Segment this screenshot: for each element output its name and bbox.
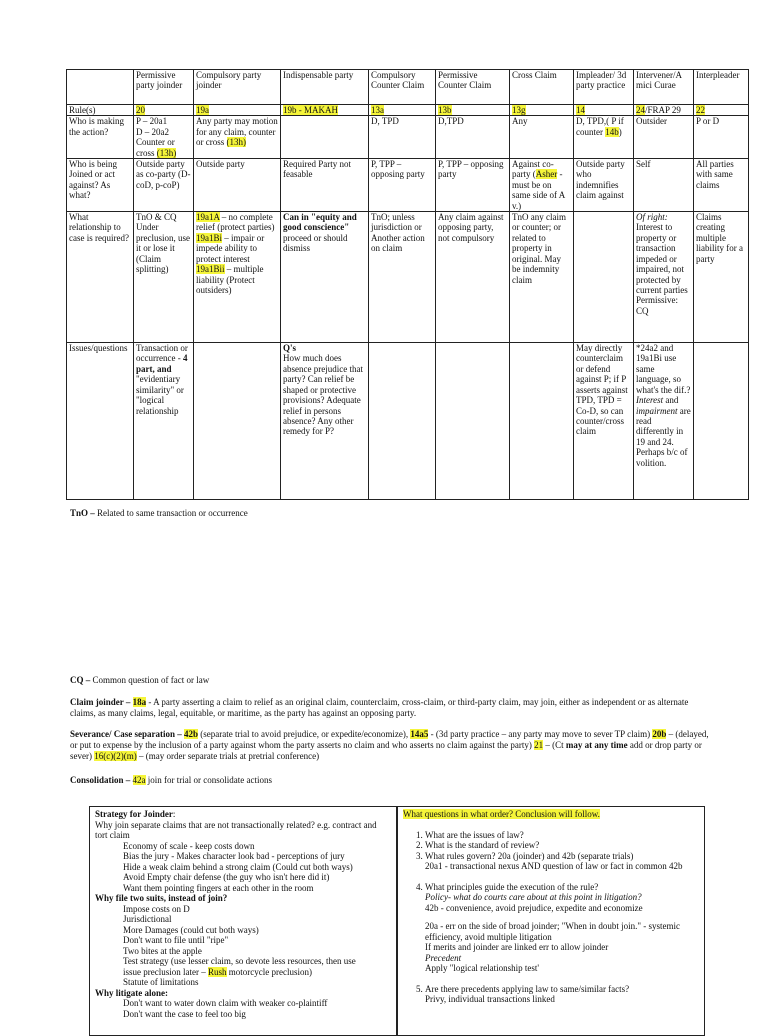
header-cell bbox=[67, 70, 134, 105]
questions-list-final bbox=[403, 984, 699, 1005]
table-cell: 24/FRAP 29 bbox=[634, 105, 694, 116]
table-cell: P, TPP – opposing party bbox=[436, 159, 510, 212]
list-item: More Damages (could cut both ways) bbox=[123, 924, 259, 935]
table-cell: 19a bbox=[194, 105, 281, 116]
list-item: 3. What rules govern? 20a (joinder) and 42b (separate trials) 20a1 - transactional nexus AND question of law or fact in common 42b bbox=[425, 851, 699, 872]
list-item: Want them pointing fingers at each other in the room bbox=[123, 882, 314, 893]
list-item: 5. Are there precedents applying law to same/similar facts? Privy, individual transactions linked bbox=[425, 984, 699, 1005]
table-cell: Q's How much does absence prejudice that party? Can relief be shaped or protective provisions? Adequate relief in persons absence? Any other remedy for P? bbox=[281, 343, 369, 500]
table-cell: Against co-party (Asher - must be on same side of A v.) bbox=[510, 159, 574, 212]
list-item: Economy of scale - keep costs down bbox=[123, 840, 255, 851]
table-cell: Of right: Interest to property or transaction impeded or impaired, not protected by current parties Permissive: CQ bbox=[634, 212, 694, 343]
strategy-box bbox=[89, 806, 397, 1036]
table-cell: P or D bbox=[694, 116, 749, 159]
table-cell: D,TPD bbox=[436, 116, 510, 159]
table-header-row bbox=[67, 70, 749, 105]
header-cell: Permissive Counter Claim bbox=[436, 70, 510, 105]
table-cell: May directly counterclaim or defend against P; if P asserts against TPD, TPD = Co-D, so can counter/cross claim bbox=[574, 343, 634, 500]
table-cell: TnO & CQ Under preclusion, use it or lose it (Claim splitting) bbox=[134, 212, 194, 343]
header-cell: Cross Claim bbox=[510, 70, 574, 105]
cq-definition: CQ – Common question of fact or law bbox=[70, 675, 210, 685]
table-cell: 20 bbox=[134, 105, 194, 116]
row-label: Who is being Joined or act against? As what? bbox=[67, 159, 134, 212]
why-two-suits-heading: Why file two suits, instead of join? bbox=[95, 893, 228, 903]
joinder-comparison-table bbox=[66, 69, 749, 500]
table-cell: Any party may motion for any claim, counter or cross (13h) bbox=[194, 116, 281, 159]
table-cell: 22 bbox=[694, 105, 749, 116]
why-join-question: Why join separate claims that are not transactionally related? e.g. contract and tort claim bbox=[95, 819, 377, 840]
list-item: 1. What are the issues of law? bbox=[425, 830, 699, 841]
table-cell bbox=[436, 343, 510, 500]
table-cell: Can in "equity and good conscience" proceed or should dismiss bbox=[281, 212, 369, 343]
list-item: issue preclusion later – Rush motorcycle preclusion) bbox=[123, 966, 312, 977]
list-item: Don't want to file until "ripe" bbox=[123, 935, 229, 945]
table-cell: Outside party bbox=[194, 159, 281, 212]
table-cell: All parties with same claims bbox=[694, 159, 749, 212]
table-cell bbox=[510, 343, 574, 500]
table-cell: *24a2 and 19a1Bi use same language, so what's the dif.? Interest and impairment are read differently in 19 and 24. Perhaps b/c of volition. bbox=[634, 343, 694, 500]
table-cell: Transaction or occurrence - 4 part, and "evidentiary similarity" or "logical relationship bbox=[134, 343, 194, 500]
list-item: Avoid Empty chair defense (the guy who isn't here did it) bbox=[123, 872, 330, 882]
row-label: Issues/questions bbox=[67, 343, 134, 500]
claim-joinder-paragraph: Claim joinder – 18a - A party asserting a claim to relief as an original claim, counterclaim, cross-claim, or third-party claim, may join, either as independent or as alternate claims, as many claims, legal, equitable, or maritime, as the party has against an opposing party. bbox=[70, 697, 689, 718]
list-item: Hide a weak claim behind a strong claim (Could cut both ways) bbox=[123, 861, 353, 872]
header-cell: Impleader/ 3d party practice bbox=[574, 70, 634, 105]
list-item: Don't want the case to feel too big bbox=[123, 1008, 246, 1019]
table-cell: Outsider bbox=[634, 116, 694, 159]
header-cell: Indispensable party bbox=[281, 70, 369, 105]
table-cell: Required Party not feasable bbox=[281, 159, 369, 212]
questions-header: What questions in what order? Conclusion will follow. bbox=[403, 809, 600, 819]
list-item: Bias the jury - Makes character look bad - perceptions of jury bbox=[123, 851, 345, 861]
tno-definition: TnO – Related to same transaction or occurrence bbox=[70, 508, 248, 518]
table-cell: P, TPP – opposing party bbox=[369, 159, 436, 212]
table-cell: 19a1A – no complete relief (protect parties) 19a1Bi – impair or impede ability to protect interest 19a1Bii – multiple liability (Protect outsiders) bbox=[194, 212, 281, 343]
consolidation-paragraph: Consolidation – 42a join for trial or consolidate actions bbox=[70, 775, 272, 785]
severance-paragraph: Severance/ Case separation – 42b (separate trial to avoid prejudice, or expedite/economize), 14a5 - (3d party practice – any party may move to sever TP claim) 20b – (delayed, or put to expense by the inclusion of a party against whom the party asserts no claim and who asserts no claim against the party) 21 – (Ct may at any time add or drop party or sever) 16(c)(2)(m) – (may order separate trials at pretrial conference) bbox=[70, 729, 709, 761]
table-cell: 13g bbox=[510, 105, 574, 116]
table-cell bbox=[694, 343, 749, 500]
list-item: Jurisdictional bbox=[123, 914, 172, 924]
table-cell bbox=[194, 343, 281, 500]
table-cell: Claims creating multiple liability for a party bbox=[694, 212, 749, 343]
row-label: Rule(s) bbox=[67, 105, 134, 116]
table-cell: TnO any claim or counter; or related to property in original. May be indemnity claim bbox=[510, 212, 574, 343]
list-item: Two bites at the apple bbox=[123, 945, 202, 956]
table-cell: 13b bbox=[436, 105, 510, 116]
header-cell: Permissive party joinder bbox=[134, 70, 194, 105]
table-cell: 14 bbox=[574, 105, 634, 116]
table-row-joined bbox=[67, 159, 749, 212]
table-row-relationship bbox=[67, 212, 749, 343]
table-cell: D, TPD bbox=[369, 116, 436, 159]
table-row-rules bbox=[67, 105, 749, 116]
header-cell: Compulsory party joinder bbox=[194, 70, 281, 105]
list-item: 2. What is the standard of review? bbox=[425, 840, 699, 851]
list-item: Statute of limitations bbox=[123, 977, 199, 987]
list-item: Don't want to water down claim with weaker co-plaintiff bbox=[123, 998, 328, 1008]
strategy-title: Strategy for Joinder: bbox=[95, 809, 176, 819]
table-cell: Outside party as co-party (D-coD, p-coP) bbox=[134, 159, 194, 212]
table-cell: Any claim against opposing party, not compulsory bbox=[436, 212, 510, 343]
questions-list-continued bbox=[403, 882, 699, 974]
table-cell: 19b - MAKAH bbox=[281, 105, 369, 116]
table-cell bbox=[281, 116, 369, 159]
table-row-issues bbox=[67, 343, 749, 500]
row-label: What relationship to case is required? bbox=[67, 212, 134, 343]
table-cell: TnO; unless jurisdiction or Another action on claim bbox=[369, 212, 436, 343]
questions-box bbox=[397, 806, 705, 1036]
header-cell: Interpleader bbox=[694, 70, 749, 105]
list-item: Impose costs on D bbox=[123, 903, 190, 914]
row-label: Who is making the action? bbox=[67, 116, 134, 159]
list-item: 4. What principles guide the execution of the rule? Policy- what do courts care about at this point in litigation? 42b - convenience, avoid prejudice, expedite and economize 20a - err on the side of broad joinder; "When in doubt join." - systemic efficiency, avoid multiple litigation If merits and joinder are linked err to allow joinder Precedent Apply "logical relationship test' bbox=[425, 882, 699, 974]
header-cell: Intervener/A mici Curae bbox=[634, 70, 694, 105]
table-cell: Self bbox=[634, 159, 694, 212]
table-cell: 13a bbox=[369, 105, 436, 116]
table-cell: D, TPD,( P if counter 14b) bbox=[574, 116, 634, 159]
table-cell bbox=[574, 212, 634, 343]
header-cell: Compulsory Counter Claim bbox=[369, 70, 436, 105]
table-cell bbox=[369, 343, 436, 500]
table-row-who bbox=[67, 116, 749, 159]
why-alone-heading: Why litigate alone: bbox=[95, 987, 168, 998]
table-cell: Any bbox=[510, 116, 574, 159]
list-item: Test strategy (use lesser claim, so devote less resources, then use bbox=[123, 956, 356, 966]
questions-list bbox=[403, 830, 699, 872]
table-cell: P – 20a1 D – 20a2 Counter or cross (13h) bbox=[134, 116, 194, 159]
table-cell: Outside party who indemnifies claim against bbox=[574, 159, 634, 212]
